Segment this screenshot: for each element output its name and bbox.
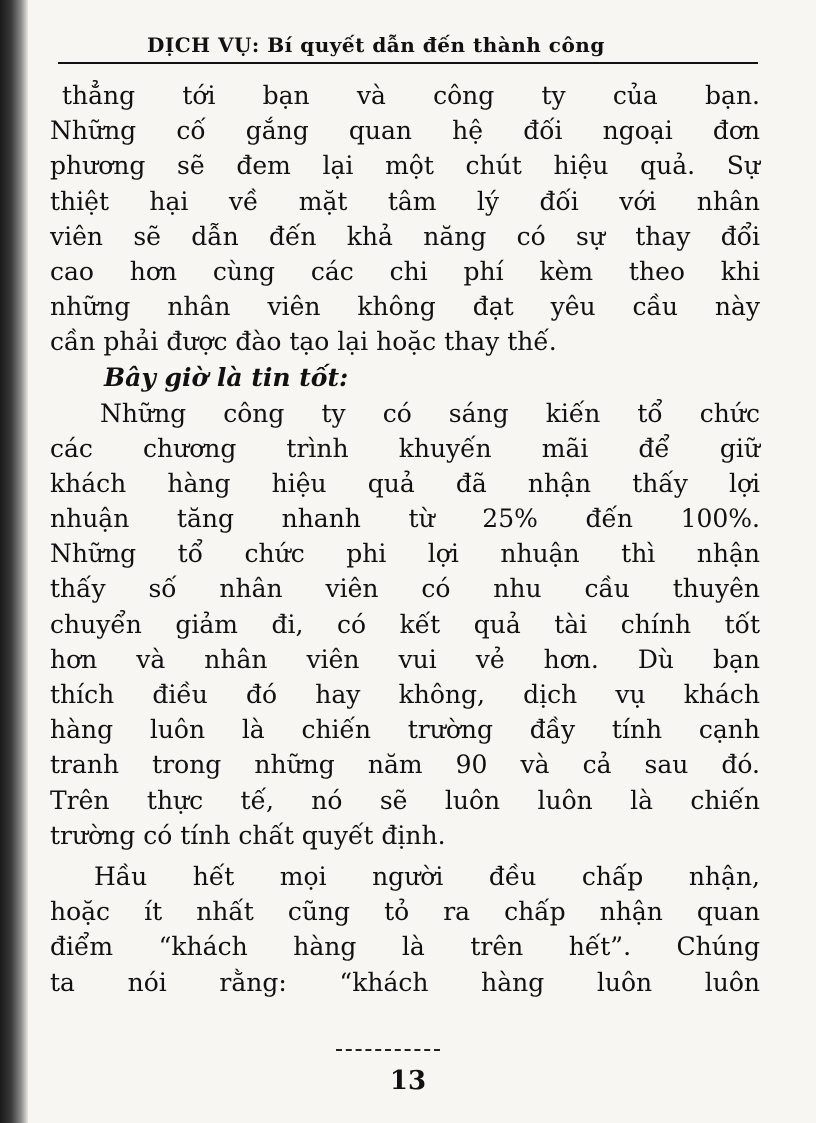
text-line: thấy số nhân viên có nhu cầu thuyên — [50, 574, 760, 604]
text-line: những nhân viên không đạt yêu cầu này — [50, 292, 760, 322]
footer-dashed-rule — [336, 1049, 440, 1051]
text-line: cao hơn cùng các chi phí kèm theo khi — [50, 256, 760, 286]
text-line: các chương trình khuyến mãi để giữ — [50, 433, 760, 463]
text-line: trường có tính chất quyết định. — [50, 820, 446, 850]
text-line: viên sẽ dẫn đến khả năng có sự thay đổi — [50, 221, 760, 251]
text-line: phương sẽ đem lại một chút hiệu quả. Sự — [50, 151, 760, 181]
text-line: nhuận tăng nhanh từ 25% đến 100%. — [50, 504, 760, 534]
text-line: tranh trong những năm 90 và cả sau đó. — [50, 750, 760, 780]
paragraph-3 — [50, 859, 760, 1000]
text-line: thẳng tới bạn và công ty của bạn. — [62, 81, 760, 110]
book-spine-shadow — [0, 0, 28, 1123]
text-line: hơn và nhân viên vui vẻ hơn. Dù bạn — [50, 644, 760, 674]
text-line: hàng luôn là chiến trường đầy tính cạnh — [50, 715, 760, 745]
section-subheading: Bây giờ là tin tốt: — [104, 362, 349, 392]
header-rule — [58, 62, 758, 64]
text-line: cần phải được đào tạo lại hoặc thay thế. — [50, 327, 557, 357]
text-line: Những công ty có sáng kiến tổ chức — [100, 398, 760, 428]
text-line: thích điều đó hay không, dịch vụ khách — [50, 680, 760, 709]
paragraph-1 — [50, 78, 760, 360]
text-line: chuyển giảm đi, có kết quả tài chính tốt — [50, 609, 760, 639]
text-line: Trên thực tế, nó sẽ luôn luôn là chiến — [50, 785, 760, 815]
text-line: khách hàng hiệu quả đã nhận thấy lợi — [50, 468, 760, 498]
text-line: điểm “khách hàng là trên hết”. Chúng — [50, 932, 760, 962]
text-line: ta nói rằng: “khách hàng luôn luôn — [50, 967, 760, 997]
text-line: hoặc ít nhất cũng tỏ ra chấp nhận quan — [50, 897, 760, 927]
paragraph-2 — [50, 396, 760, 853]
page-number: 13 — [389, 1066, 427, 1096]
text-line: Những cố gắng quan hệ đối ngoại đơn — [50, 116, 760, 146]
text-line: Hầu hết mọi người đều chấp nhận, — [94, 861, 760, 891]
page-body — [50, 78, 760, 1000]
text-line: thiệt hại về mặt tâm lý đối với nhân — [50, 186, 760, 216]
running-header: DỊCH VỤ: Bí quyết dẫn đến thành công — [147, 33, 605, 57]
text-line: Những tổ chức phi lợi nhuận thì nhận — [50, 539, 760, 569]
